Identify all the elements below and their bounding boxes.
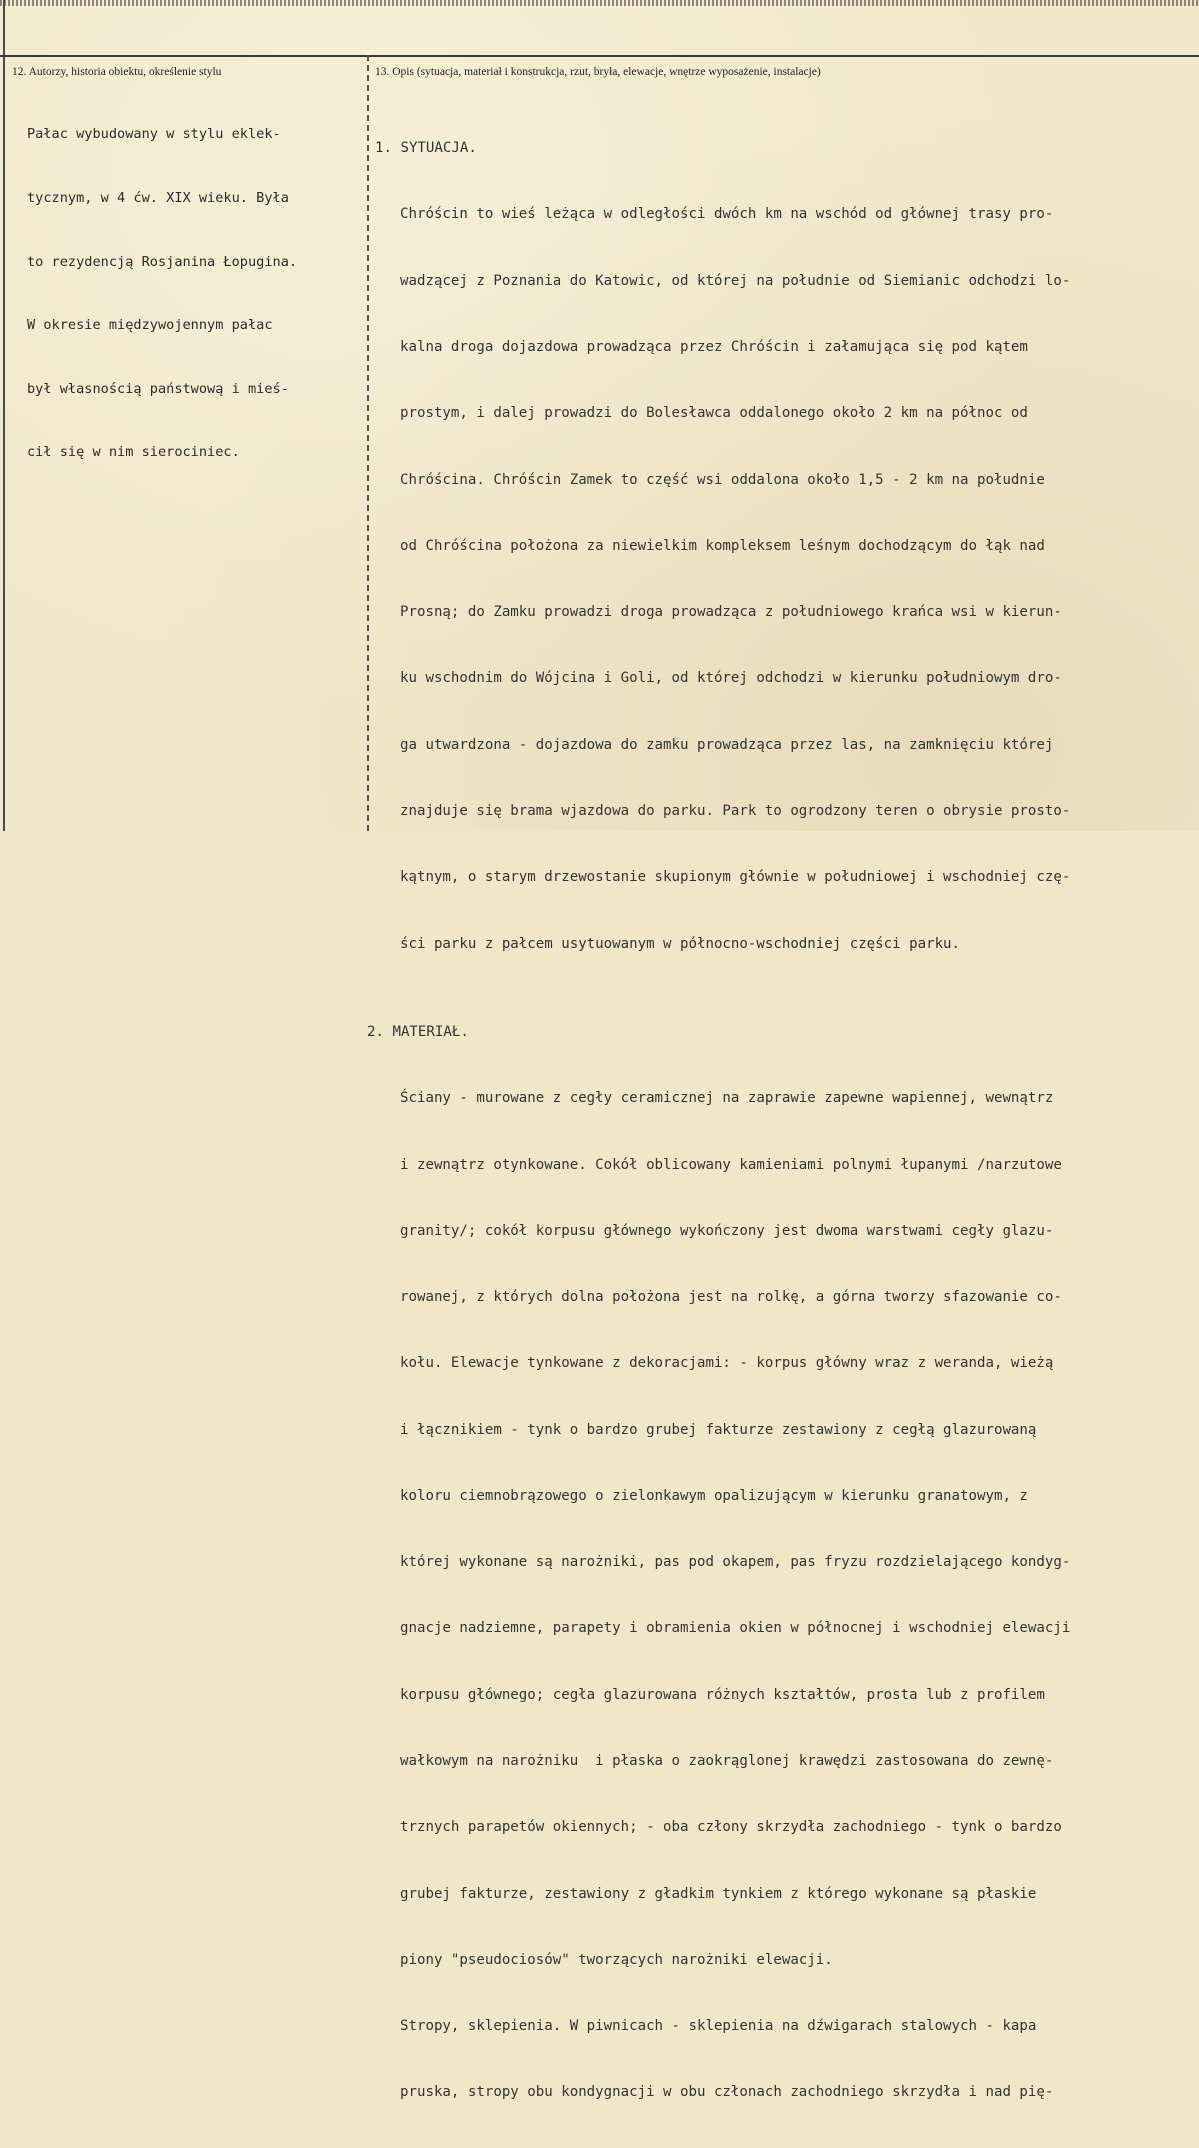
card-top-edge bbox=[0, 0, 1199, 6]
section-title-sytuacja: 1. SYTUACJA. bbox=[375, 140, 477, 157]
body-line: od Chróścina położona za niewielkim kompleksem leśnym dochodzącym do łąk nad bbox=[400, 537, 1045, 554]
left-line: W okresie międzywojennym pałac bbox=[27, 317, 273, 334]
right-column-heading: 13. Opis (sytuacja, materiał i konstrukcja, rzut, bryła, elewacje, wnętrze wyposażenie, instalacje) bbox=[375, 66, 821, 78]
body-line: kalna droga dojazdowa prowadząca przez Chróścin i załamująca się pod kątem bbox=[400, 339, 1028, 356]
body-line: znajduje się brama wjazdowa do parku. Park to ogrodzony teren o obrysie prosto- bbox=[400, 803, 1071, 819]
body-line: kątnym, o starym drzewostanie skupionym głównie w południowej i wschodniej czę- bbox=[400, 869, 1071, 886]
left-line: to rezydencją Rosjanina Łopugina. bbox=[27, 253, 298, 270]
body-line: rowanej, z których dolna położona jest na rolkę, a górna tworzy sfazowanie co- bbox=[400, 1289, 1062, 1306]
body-line: granity/; cokół korpusu głównego wykończony jest dwoma warstwami cegły glazu- bbox=[400, 1222, 1054, 1239]
body-line: ści parku z pałcem usytuowanym w północno-wschodniej części parku. bbox=[400, 935, 961, 952]
body-line: korpusu głównego; cegła glazurowana różnych kształtów, prosta lub z profilem bbox=[400, 1686, 1045, 1703]
body-line: piony "pseudociosów" tworzących narożniki elewacji. bbox=[400, 1951, 833, 1968]
body-line: prostym, i dalej prowadzi do Bolesławca oddalonego około 2 km na północ od bbox=[400, 405, 1028, 422]
left-column-heading: 12. Autorzy, historia obiektu, określenie stylu bbox=[12, 66, 222, 78]
left-line: Pałac wybudowany w stylu eklek- bbox=[27, 126, 281, 143]
body-line: Stropy, sklepienia. W piwnicach - sklepienia na dźwigarach stalowych - kapa bbox=[400, 2018, 1037, 2035]
body-line: koloru ciemnobrązowego o zielonkawym opalizującym w kierunku granatowym, z bbox=[400, 1487, 1028, 1504]
left-column-text bbox=[27, 82, 362, 506]
left-line: tycznym, w 4 ćw. XIX wieku. Była bbox=[27, 190, 289, 207]
body-line: i zewnątrz otynkowane. Cokół oblicowany kamieniami polnymi łupanymi /narzutowe bbox=[400, 1156, 1062, 1173]
body-line: Ściany - murowane z cegły ceramicznej na zaprawie zapewne wapiennej, wewnątrz bbox=[400, 1090, 1054, 1107]
body-line: trznych parapetów okiennych; - oba człony skrzydła zachodniego - tynk o bardzo bbox=[400, 1819, 1062, 1836]
body-line: grubej fakturze, zestawiony z gładkim tynkiem z którego wykonane są płaskie bbox=[400, 1885, 1037, 1902]
left-line: był własnością państwową i mieś- bbox=[27, 380, 289, 397]
form-top-border bbox=[0, 55, 1199, 57]
body-line: kołu. Elewacje tynkowane z dekoracjami: - korpus główny wraz z weranda, wieżą bbox=[400, 1355, 1054, 1372]
body-line: której wykonane są narożniki, pas pod okapem, pas fryzu rozdzielającego kondyg- bbox=[400, 1554, 1071, 1571]
body-line: ku wschodnim do Wójcina i Goli, od której odchodzi w kierunku południowym dro- bbox=[400, 670, 1062, 687]
column-divider bbox=[367, 55, 369, 831]
left-line: cił się w nim sierociniec. bbox=[27, 444, 240, 461]
body-line: pruska, stropy obu kondygnacji w obu członach zachodniego skrzydła i nad pię- bbox=[400, 2084, 1054, 2101]
body-line: i łącznikiem - tynk o bardzo grubej fakturze zestawiony z cegłą glazurowaną bbox=[400, 1421, 1037, 1438]
body-line: Chróścin to wieś leżąca w odległości dwóch km na wschód od głównej trasy pro- bbox=[400, 206, 1054, 223]
body-line: wadzącej z Poznania do Katowic, od której na południe od Siemianic odchodzi lo- bbox=[400, 272, 1071, 289]
body-line: gnacje nadziemne, parapety i obramienia okien w północnej i wschodniej elewacji bbox=[400, 1620, 1071, 1637]
body-line: Prosną; do Zamku prowadzi droga prowadząca z południowego krańca wsi w kierun- bbox=[400, 604, 1062, 621]
body-line: Chróścina. Chróścin Zamek to część wsi oddalona około 1,5 - 2 km na południe bbox=[400, 471, 1045, 488]
right-column-text bbox=[367, 93, 1195, 2148]
card-left-edge bbox=[3, 0, 5, 831]
body-line: ga utwardzona - dojazdowa do zamku prowadząca przez las, na zamknięciu której bbox=[400, 736, 1054, 753]
section-title-material: 2. MATERIAŁ. bbox=[367, 1023, 469, 1040]
body-line: wałkowym na narożniku i płaska o zaokrąglonej krawędzi zastosowana do zewnę- bbox=[400, 1753, 1054, 1770]
